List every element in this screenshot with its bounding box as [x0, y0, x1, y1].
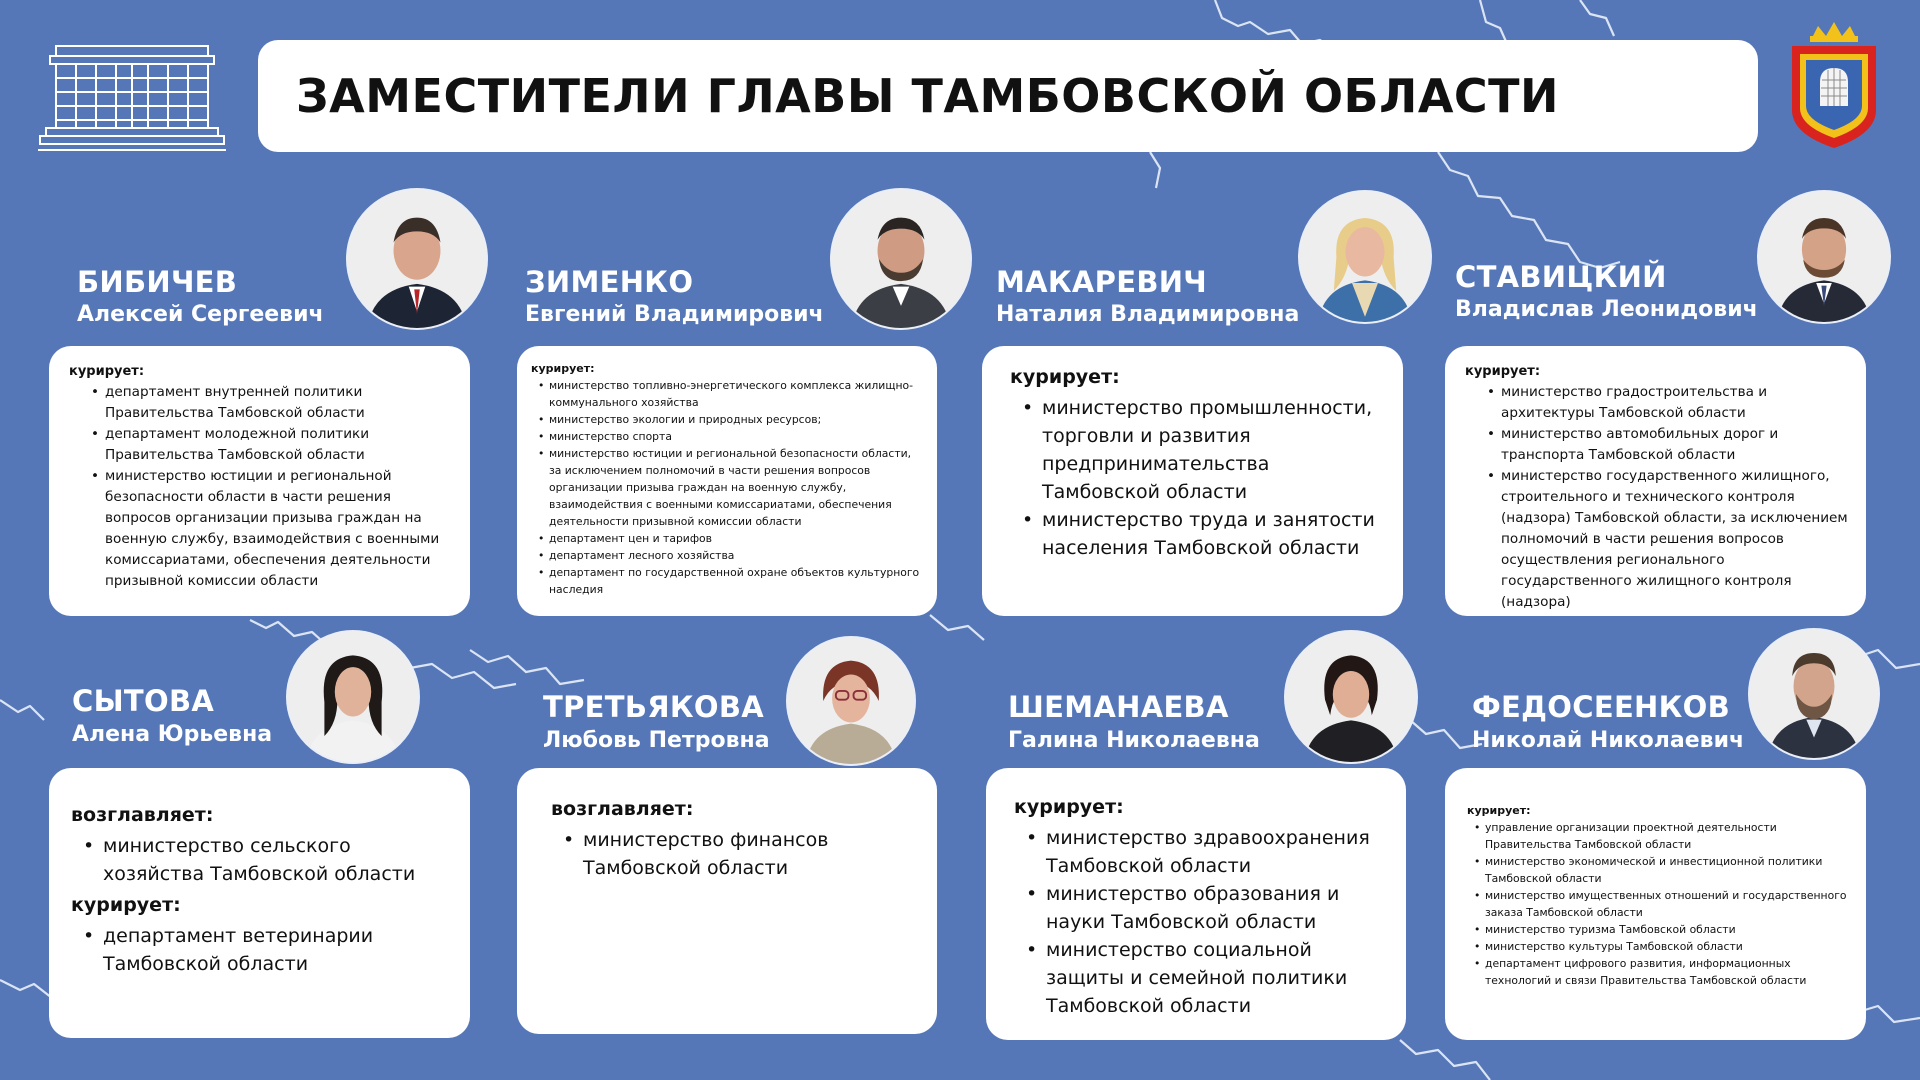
list-item: • министерство образования и науки Тамбовской области — [1046, 880, 1386, 936]
list-item: • министерство сельского хозяйства Тамбовской области — [103, 832, 450, 888]
responsibility-list — [531, 377, 923, 598]
list-item: • министерство спорта — [549, 428, 923, 445]
surname: МАКАРЕВИЧ — [996, 265, 1208, 299]
given-name: Галина Николаевна — [1008, 728, 1260, 753]
list-item: • министерство имущественных отношений и государственного заказа Тамбовской области — [1485, 887, 1852, 921]
list-item: • министерство здравоохранения Тамбовской области — [1046, 824, 1386, 880]
surname: ТРЕТЬЯКОВА — [543, 690, 764, 724]
given-name: Алексей Сергеевич — [77, 302, 324, 327]
list-item: • министерство юстиции и региональной безопасности области в части решения вопросов организации призыва граждан на военную службу, взаимодействия с военными комиссариатами, обеспечения деятельности призывной комиссии области — [105, 466, 450, 592]
portrait-photo — [1748, 628, 1880, 760]
given-name: Наталия Владимировна — [996, 302, 1300, 327]
list-item: • министерство экономической и инвестиционной политики Тамбовской области — [1485, 853, 1852, 887]
responsibility-list — [1010, 394, 1379, 562]
page-title: ЗАМЕСТИТЕЛИ ГЛАВЫ ТАМБОВСКОЙ ОБЛАСТИ — [296, 69, 1560, 123]
list-item: • министерство труда и занятости населения Тамбовской области — [1042, 506, 1379, 562]
responsibility-list — [71, 922, 450, 978]
list-item: • министерство государственного жилищного, строительного и технического контроля (надзора) Тамбовской области, за исключением полномочий в части решения вопросов осуществления регионального государственного жилищного контроля (надзора) — [1501, 466, 1854, 613]
list-item: • управление организации проектной деятельности Правительства Тамбовской области — [1485, 819, 1852, 853]
list-item: • министерство автомобильных дорог и транспорта Тамбовской области — [1501, 424, 1854, 466]
responsibility-card — [1445, 768, 1866, 1040]
title-bar — [258, 40, 1758, 152]
responsibility-list — [551, 826, 917, 882]
responsibility-card — [982, 346, 1403, 616]
government-building-logo — [38, 42, 226, 154]
surname: СТАВИЦКИЙ — [1455, 260, 1667, 294]
given-name: Алена Юрьевна — [72, 722, 273, 747]
portrait-photo — [1298, 190, 1432, 324]
section-label: курирует: — [71, 894, 181, 916]
given-name: Любовь Петровна — [543, 728, 770, 753]
portrait-photo — [1284, 630, 1418, 764]
portrait-photo — [830, 188, 972, 330]
responsibility-card — [49, 768, 470, 1038]
given-name: Владислав Леонидович — [1455, 297, 1758, 322]
list-item: • департамент молодежной политики Правительства Тамбовской области — [105, 424, 450, 466]
surname: БИБИЧЕВ — [77, 265, 238, 299]
list-item: • министерство юстиции и региональной безопасности области, за исключением полномочий в части решения вопросов организации призыва граждан на военную службу, взаимодействия с военными комиссариатами, обеспечения деятельности призывной комиссии области — [549, 445, 923, 530]
given-name: Николай Николаевич — [1472, 728, 1745, 753]
list-item: • департамент внутренней политики Правительства Тамбовской области — [105, 382, 450, 424]
responsibility-list — [1465, 382, 1854, 613]
list-item: • департамент цифрового развития, информационных технологий и связи Правительства Тамбовской области — [1485, 955, 1852, 989]
list-item: • департамент ветеринарии Тамбовской области — [103, 922, 450, 978]
responsibility-card — [49, 346, 470, 616]
section-label: курирует: — [69, 364, 145, 379]
responsibility-list — [69, 382, 450, 592]
list-item: • департамент лесного хозяйства — [549, 547, 923, 564]
list-item: • министерство туризма Тамбовской области — [1485, 921, 1852, 938]
surname: ШЕМАНАЕВА — [1008, 690, 1229, 724]
tambov-coat-of-arms-icon — [1786, 22, 1882, 150]
section-label: курирует: — [1467, 804, 1531, 817]
responsibility-list — [1014, 824, 1386, 1020]
responsibility-card — [986, 768, 1406, 1040]
list-item: • министерство культуры Тамбовской области — [1485, 938, 1852, 955]
list-item: • департамент цен и тарифов — [549, 530, 923, 547]
section-label: возглавляет: — [71, 804, 214, 826]
responsibility-card — [1445, 346, 1866, 616]
list-item: • министерство топливно-энергетического комплекса жилищно-коммунального хозяйства — [549, 377, 923, 411]
list-item: • министерство социальной защиты и семейной политики Тамбовской области — [1046, 936, 1386, 1020]
responsibility-card — [517, 346, 937, 616]
responsibility-card — [517, 768, 937, 1034]
portrait-photo — [346, 188, 488, 330]
responsibility-list — [71, 832, 450, 888]
list-item: • министерство промышленности, торговли и развития предпринимательства Тамбовской области — [1042, 394, 1379, 506]
surname: СЫТОВА — [72, 684, 215, 718]
list-item: • министерство градостроительства и архитектуры Тамбовской области — [1501, 382, 1854, 424]
section-label: курирует: — [1014, 796, 1124, 818]
section-label: курирует: — [1465, 364, 1541, 379]
surname: ЗИМЕНКО — [525, 265, 694, 299]
list-item: • министерство финансов Тамбовской области — [583, 826, 917, 882]
section-label: курирует: — [531, 362, 595, 375]
surname: ФЕДОСЕЕНКОВ — [1472, 690, 1730, 724]
given-name: Евгений Владимирович — [525, 302, 824, 327]
portrait-photo — [286, 630, 420, 764]
responsibility-list — [1467, 819, 1852, 989]
section-label: возглавляет: — [551, 798, 694, 820]
list-item: • департамент по государственной охране объектов культурного наследия — [549, 564, 923, 598]
portrait-photo — [786, 636, 916, 766]
section-label: курирует: — [1010, 366, 1120, 388]
portrait-photo — [1757, 190, 1891, 324]
list-item: • министерство экологии и природных ресурсов; — [549, 411, 923, 428]
